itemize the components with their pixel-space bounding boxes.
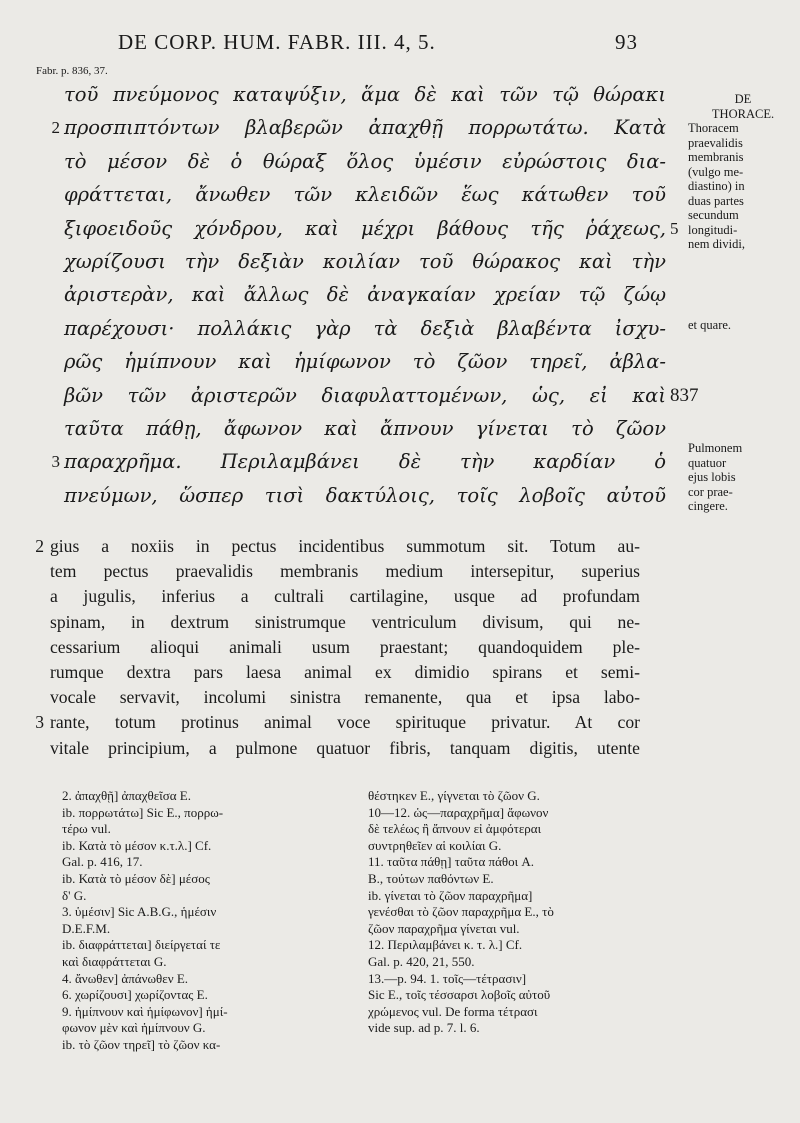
margin-note-de-thorace: DE THORACE. Thoracem praevalidis membranis (vulgo me- diastino) in duas partes secundum longitudi- nem dividi, [688, 92, 775, 251]
note-line: τέρω vul. [62, 821, 111, 837]
greek-line [30, 445, 666, 478]
greek-line [30, 412, 666, 445]
critical-notes-left [62, 788, 330, 1054]
line-marker: 2 [51, 118, 60, 138]
greek-line-text: τὸ μέσον δὲ ὁ θώραξ ὅλος ὑμέσιν εὐρώστοις δια- [64, 149, 666, 173]
note-line: ζῶον παραχρῆμα γίνεται vul. [368, 920, 520, 936]
note-line: ib. διαφράττεται] διείργεταί τε [62, 937, 221, 953]
note-line: 9. ἡμίπνουν καὶ ἡμίφωνον] ἡμί- [62, 1003, 228, 1019]
note-line: χρώμενος vul. De forma τέτρασι [368, 1003, 538, 1019]
note-line: ib. γίνεται τὸ ζῶον παραχρῆμα] [368, 887, 533, 903]
note-line: Gal. p. 420, 21, 550. [368, 953, 475, 969]
note-line: vide sup. ad p. 7. l. 6. [368, 1020, 480, 1036]
margin-note-et-quare: et quare. [688, 318, 732, 332]
greek-line-text: φράττεται, ἄνωθεν τῶν κλειδῶν ἕως κάτωθεν τοῦ [64, 183, 666, 207]
greek-line-text: βῶν τῶν ἀριστερῶν διαφυλαττομένων, ὡς, εἰ καὶ [64, 383, 666, 407]
note-line: δὲ τελέως ἢ ἄπνουν εἰ ἀμφότεραι [368, 821, 542, 837]
note-line: 2. ἀπαχθῇ] ἀπαχθεῖσα E. [62, 788, 191, 803]
note-line: D.E.F.M. [62, 920, 111, 936]
note-line: συντρηθεῖεν αἱ κοιλίαι G. [368, 837, 502, 853]
greek-line-text: ταῦτα πάθῃ, ἄφωνον καὶ ἄπνουν γίνεται τὸ ζῶον [64, 416, 666, 440]
latin-line [30, 635, 642, 660]
latin-line [30, 534, 642, 559]
latin-line-text: vitale principium, a pulmone quatuor fibris, tanquam digitis, utente [50, 737, 640, 758]
note-line: γενέσθαι τὸ ζῶον παραχρῆμα E., τὸ [368, 904, 554, 920]
greek-line [30, 278, 666, 311]
line-number: 5 [670, 218, 679, 238]
latin-line [30, 660, 642, 685]
greek-line-text: ρῶς ἡμίπνουν καὶ ἡμίφωνον τὸ ζῶον τηρεῖ, ἀβλα- [64, 350, 666, 374]
latin-line [30, 584, 642, 609]
latin-line-text: gius a noxiis in pectus incidentibus summotum sit. Totum au- [50, 536, 640, 556]
margin-note-pulmonem: Pulmonem quatuor ejus lobis cor prae- cingere. [688, 441, 743, 513]
greek-line-text: ξιφοειδοῦς χόνδρου, καὶ μέχρι βάθους τῆς ῥάχεως, [64, 216, 666, 240]
running-title: DE CORP. HUM. FABR. III. 4, 5. [118, 30, 436, 54]
note-line: B., τούτων παθόντων E. [368, 870, 494, 886]
note-line: ib. πορρωτάτω] Sic E., πορρω- [62, 804, 224, 820]
greek-line [30, 345, 666, 378]
line-marker: 2 [35, 536, 44, 556]
note-line: 3. ὑμέσιν] Sic A.B.G., ἡμέσιν [62, 904, 217, 920]
greek-line [30, 479, 666, 512]
note-line: φωνον μὲν καὶ ἡμίπνουν G. [62, 1020, 206, 1036]
line-number: 837 [670, 384, 699, 406]
greek-line [30, 245, 666, 278]
greek-line-text: χωρίζουσι τὴν δεξιὰν κοιλίαν τοῦ θώρακος καὶ τὴν [64, 249, 666, 273]
critical-notes-right [368, 788, 643, 1037]
greek-line-text: τοῦ πνεύμονος καταψύξιν, ἅμα δὲ καὶ τῶν τῷ θώρακι [64, 83, 666, 106]
greek-line [30, 78, 666, 111]
latin-line-text: rante, totum protinus animal voce spirituque privatur. At cor [50, 712, 640, 733]
note-line: Sic E., τοῖς τέσσαρσι λοβοῖς αὐτοῦ [368, 987, 551, 1003]
note-line: ib. Κατὰ τὸ μέσον δὲ] μέσος [62, 870, 210, 886]
latin-line [30, 685, 642, 710]
greek-line [30, 178, 666, 211]
note-line: 4. ἄνωθεν] ἀπάνωθεν E. [62, 970, 189, 986]
latin-line [30, 610, 642, 635]
note-line: ib. τὸ ζῶον τηρεῖ] τὸ ζῶον κα- [62, 1036, 221, 1052]
note-line: 10—12. ὡς—παραχρῆμα] ἄφωνον [368, 804, 549, 820]
note-line: Gal. p. 416, 17. [62, 854, 143, 870]
note-line: 12. Περιλαμβάνει κ. τ. λ.] Cf. [368, 937, 523, 953]
greek-line [30, 212, 679, 245]
latin-line-text: tem pectus praevalidis membranis medium intersepitur, superius [50, 561, 640, 582]
note-line: θέστηκεν E., γίγνεται τὸ ζῶον G. [368, 788, 540, 803]
greek-line-text: ἀριστερὰν, καὶ ἄλλως δὲ ἀναγκαίαν χρείαν τῷ ζώῳ [64, 283, 666, 307]
line-marker: 3 [35, 712, 44, 733]
note-line: 11. ταῦτα πάθῃ] ταῦτα πάθοι A. [368, 854, 534, 870]
latin-line-text: cessarium alioqui animali usum praestant; quandoquidem ple- [50, 636, 640, 657]
note-line: 13.—p. 94. 1. τοῖς—τέτρασιν] [368, 970, 527, 986]
greek-text [30, 78, 699, 512]
fabrica-reference: Fabr. p. 836, 37. [36, 65, 108, 77]
latin-line-text: spinam, in dextrum sinistrumque ventriculum divisum, qui ne- [50, 611, 640, 632]
latin-translation [30, 534, 642, 761]
greek-line-text: παραχρῆμα. Περιλαμβάνει δὲ τὴν καρδίαν ὁ [64, 450, 666, 474]
greek-line [30, 312, 666, 345]
greek-line-text: προσπιπτόντων βλαβερῶν ἀπαχθῇ πορρωτάτω. Κατὰ [64, 116, 666, 140]
latin-line [30, 736, 642, 761]
greek-line [30, 111, 666, 144]
line-marker: 3 [51, 452, 60, 472]
note-line: 6. χωρίζουσι] χωρίζοντας E. [62, 987, 208, 1003]
greek-line [30, 379, 699, 412]
note-line: ib. Κατὰ τὸ μέσον κ.τ.λ.] Cf. [62, 837, 212, 853]
latin-line-text: vocale servavit, incolumi sinistra remanente, qua et ipsa labo- [50, 687, 640, 708]
greek-line [30, 145, 666, 178]
note-line: δ' G. [62, 887, 87, 903]
greek-line-text: παρέχουσι· πολλάκις γὰρ τὰ δεξιὰ βλαβέντα ἰσχυ- [64, 316, 666, 340]
page-number: 93 [615, 30, 638, 54]
latin-line [30, 559, 642, 584]
note-line: καὶ διαφράττεται G. [62, 953, 167, 969]
latin-line-text: a jugulis, inferius a cultrali cartilagine, usque ad profundam [50, 586, 640, 607]
latin-line-text: rumque dextra pars laesa animal ex dimidio spirans et semi- [50, 661, 640, 682]
greek-line-text: πνεύμων, ὥσπερ τισὶ δακτύλοις, τοῖς λοβοῖς αὐτοῦ [64, 483, 666, 507]
latin-line [30, 710, 642, 735]
